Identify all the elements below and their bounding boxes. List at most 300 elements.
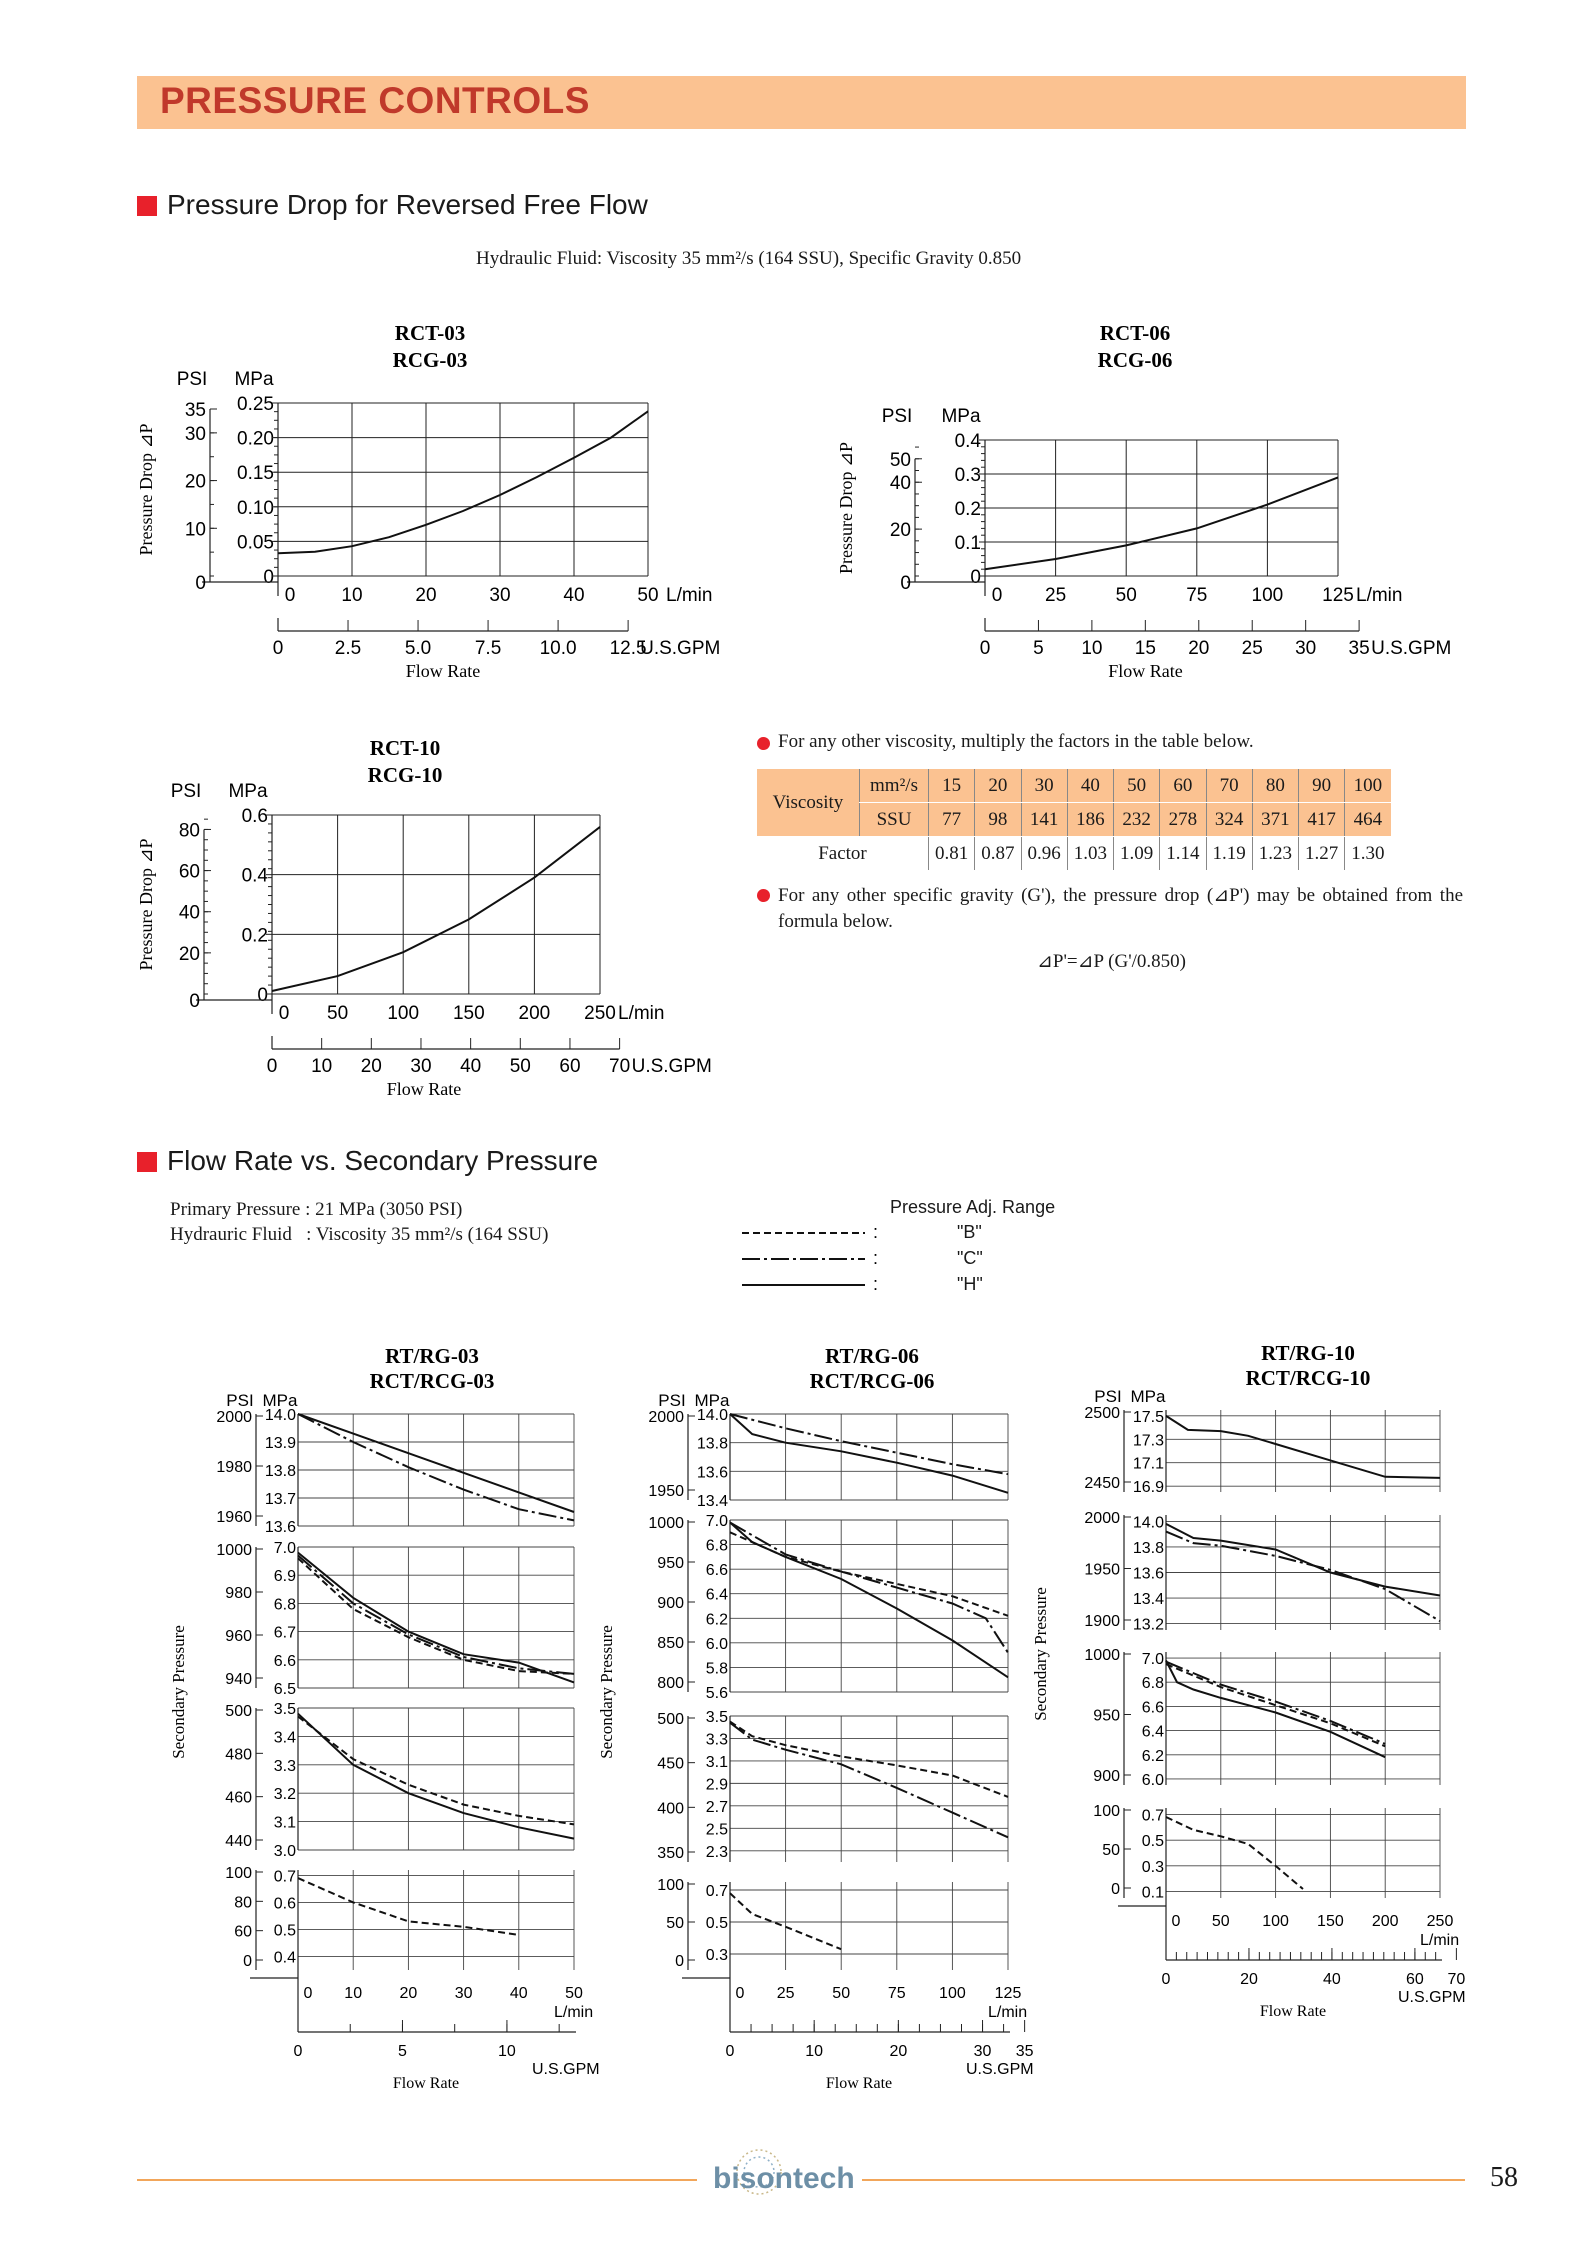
chart-title-line2: RCG-10 bbox=[367, 763, 443, 787]
gpm-tick-label: 2.5 bbox=[334, 638, 362, 659]
mpa-tick-label: 0.4 bbox=[273, 1949, 296, 1967]
factor-label: Factor bbox=[757, 837, 929, 871]
gpm-tick-label: 30 bbox=[1295, 638, 1317, 659]
data-line-h-solid bbox=[298, 1553, 574, 1683]
gpm-tick-label: 10 bbox=[311, 1056, 333, 1077]
psi-unit-label: PSI bbox=[658, 1391, 686, 1410]
lmin-tick-label: 50 bbox=[1115, 585, 1137, 606]
psi-tick-label: 80 bbox=[234, 1894, 252, 1912]
x-axis-title: Flow Rate bbox=[405, 661, 481, 681]
chart-title-line2: RCG-06 bbox=[1097, 348, 1173, 372]
mpa-tick-label: 13.8 bbox=[1132, 1539, 1164, 1557]
gpm-tick-label: 30 bbox=[973, 2043, 992, 2060]
psi-tick-label: 50 bbox=[666, 1915, 684, 1932]
psi-tick-label: 900 bbox=[657, 1595, 684, 1612]
psi-tick-label: 0 bbox=[195, 573, 206, 594]
psi-tick-label: 0 bbox=[1111, 1881, 1120, 1898]
chart-title-line2: RCG-03 bbox=[392, 348, 468, 372]
psi-tick-label: 900 bbox=[1093, 1768, 1120, 1785]
psi-tick-label: 940 bbox=[225, 1671, 252, 1688]
gpm-tick-label: 10 bbox=[498, 2043, 516, 2060]
viscosity-factor-table bbox=[757, 769, 1391, 871]
ssu-cell: 464 bbox=[1345, 803, 1391, 837]
gpm-tick-label: 5 bbox=[398, 2043, 407, 2060]
ssu-cell: 278 bbox=[1160, 803, 1206, 837]
mpa-tick-label: 13.8 bbox=[264, 1463, 296, 1480]
mpa-tick-label: 3.4 bbox=[273, 1729, 296, 1747]
mpa-tick-label: 0.5 bbox=[273, 1922, 296, 1940]
mpa-unit-label: MPa bbox=[694, 1391, 730, 1410]
mpa-tick-label: 0.3 bbox=[954, 465, 981, 486]
gpm-tick-label: 10 bbox=[805, 2043, 824, 2060]
lmin-tick-label: 250 bbox=[584, 1003, 616, 1024]
mm2s-cell: 80 bbox=[1252, 769, 1298, 803]
mpa-unit-label: MPa bbox=[941, 406, 981, 427]
mpa-tick-label: 6.5 bbox=[273, 1681, 296, 1698]
psi-tick-label: 40 bbox=[889, 473, 911, 495]
psi-tick-label: 950 bbox=[1093, 1707, 1120, 1725]
gpm-tick-label: 70 bbox=[609, 1056, 631, 1077]
mpa-tick-label: 0.7 bbox=[1141, 1807, 1164, 1825]
psi-tick-label: 460 bbox=[225, 1789, 252, 1807]
lmin-tick-label: 25 bbox=[776, 1985, 795, 2002]
lmin-tick-label: 200 bbox=[1371, 1913, 1399, 1930]
data-line-c-dashdot bbox=[298, 1414, 574, 1520]
gpm-tick-label: 10 bbox=[1081, 638, 1103, 659]
gpm-tick-label: 35 bbox=[1015, 2043, 1034, 2060]
data-line-h-solid bbox=[1166, 1524, 1440, 1596]
gpm-tick-label: 30 bbox=[410, 1056, 432, 1077]
mpa-tick-label: 13.6 bbox=[696, 1464, 728, 1482]
ssu-cell: 141 bbox=[1021, 803, 1067, 837]
factor-cell: 1.14 bbox=[1160, 837, 1206, 871]
specific-gravity-note: For any other specific gravity (G'), the pressure drop (⊿P') may be obtained from the formula below. bbox=[778, 885, 1463, 932]
mpa-tick-label: 0 bbox=[970, 567, 981, 588]
psi-tick-label: 440 bbox=[225, 1833, 252, 1850]
chart-title-line1: RCT-10 bbox=[369, 736, 441, 760]
psi-tick-label: 400 bbox=[657, 1800, 684, 1818]
mpa-tick-label: 2.7 bbox=[705, 1798, 728, 1816]
lmin-tick-label: 75 bbox=[887, 1985, 906, 2002]
fluid-note-2: Hydrauric Fluid : Viscosity 35 mm²/s (164 SSU) bbox=[170, 1224, 549, 1245]
gpm-tick-label: 0 bbox=[1161, 1971, 1171, 1988]
factor-cell: 0.96 bbox=[1021, 837, 1067, 871]
mpa-tick-label: 0.20 bbox=[237, 428, 274, 450]
x-axis-title: Flow Rate bbox=[386, 1079, 462, 1099]
x-axis-title: Flow Rate bbox=[825, 2075, 893, 2092]
legend-colon: : bbox=[873, 1274, 879, 1292]
gpm-tick-label: 60 bbox=[1406, 1971, 1424, 1988]
psi-tick-label: 1980 bbox=[216, 1459, 252, 1476]
psi-tick-label: 20 bbox=[178, 943, 200, 965]
mpa-tick-label: 0.25 bbox=[237, 394, 274, 415]
lmin-tick-label: 50 bbox=[565, 1985, 583, 2002]
psi-tick-label: 350 bbox=[657, 1845, 684, 1862]
mpa-tick-label: 0.1 bbox=[954, 533, 981, 554]
lmin-tick-label: 10 bbox=[341, 585, 363, 606]
mpa-tick-label: 14.0 bbox=[264, 1407, 296, 1424]
y-axis-title: Secondary Pressure bbox=[169, 1625, 188, 1759]
psi-tick-label: 80 bbox=[178, 820, 200, 842]
mpa-tick-label: 6.4 bbox=[705, 1586, 728, 1604]
lmin-unit-label: L/min bbox=[554, 2004, 594, 2021]
psi-unit-label: PSI bbox=[1094, 1387, 1122, 1406]
lmin-unit-label: L/min bbox=[1356, 585, 1403, 606]
legend-label-c: "C" bbox=[957, 1248, 983, 1268]
psi-unit-label: PSI bbox=[881, 406, 913, 427]
mm2s-cell: 40 bbox=[1067, 769, 1113, 803]
lmin-tick-label: 250 bbox=[1426, 1913, 1454, 1930]
mm2s-cell: 100 bbox=[1345, 769, 1391, 803]
gpm-tick-label: 12.5 bbox=[609, 638, 647, 659]
psi-unit-label: PSI bbox=[170, 781, 202, 802]
mpa-tick-label: 13.4 bbox=[1132, 1591, 1164, 1609]
legend-label-b: "B" bbox=[957, 1222, 982, 1242]
lmin-tick-label: 100 bbox=[1251, 585, 1284, 606]
mpa-tick-label: 3.2 bbox=[273, 1786, 296, 1804]
mpa-tick-label: 3.5 bbox=[705, 1709, 728, 1726]
chart-title-line1: RT/RG-10 bbox=[1261, 1341, 1355, 1365]
lmin-unit-label: L/min bbox=[618, 1003, 665, 1024]
lmin-unit-label: L/min bbox=[1420, 1932, 1460, 1949]
psi-tick-label: 50 bbox=[889, 449, 911, 471]
y-axis-title: Pressure Drop ⊿P bbox=[136, 838, 156, 971]
psi-tick-label: 980 bbox=[225, 1585, 252, 1602]
page-title: PRESSURE CONTROLS bbox=[160, 80, 590, 121]
psi-tick-label: 850 bbox=[657, 1635, 684, 1652]
data-line-b-dashed bbox=[730, 1722, 1008, 1797]
chart-rct10 bbox=[0, 700, 800, 1120]
section-title-pressure-drop: Pressure Drop for Reversed Free Flow bbox=[167, 189, 648, 220]
mpa-tick-label: 0.7 bbox=[273, 1868, 296, 1886]
lmin-tick-label: 30 bbox=[454, 1985, 473, 2002]
psi-tick-label: 2000 bbox=[1084, 1510, 1120, 1527]
ssu-cell: 371 bbox=[1252, 803, 1298, 837]
mpa-tick-label: 17.5 bbox=[1132, 1408, 1164, 1426]
viscosity-note: For any other viscosity, multiply the factors in the table below. bbox=[778, 731, 1254, 752]
gpm-tick-label: 15 bbox=[1134, 638, 1156, 659]
factor-cell: 1.09 bbox=[1114, 837, 1160, 871]
psi-tick-label: 2000 bbox=[216, 1409, 252, 1426]
psi-tick-label: 30 bbox=[184, 423, 206, 445]
fluid-note: Hydraulic Fluid: Viscosity 35 mm²/s (164 SSU), Specific Gravity 0.850 bbox=[476, 248, 1022, 269]
mpa-tick-label: 13.6 bbox=[1132, 1565, 1164, 1583]
psi-tick-label: 35 bbox=[184, 400, 206, 422]
y-axis-title: Pressure Drop ⊿P bbox=[136, 423, 156, 556]
mpa-tick-label: 6.4 bbox=[1141, 1723, 1164, 1741]
mpa-tick-label: 14.0 bbox=[1132, 1514, 1164, 1532]
gpm-tick-label: 35 bbox=[1348, 638, 1370, 659]
mpa-tick-label: 17.1 bbox=[1132, 1455, 1164, 1473]
psi-tick-label: 0 bbox=[243, 1953, 252, 1970]
gpm-tick-label: 0 bbox=[979, 638, 991, 659]
psi-tick-label: 20 bbox=[184, 471, 206, 493]
factor-cell: 1.23 bbox=[1252, 837, 1298, 871]
factor-cell: 0.87 bbox=[975, 837, 1021, 871]
mm2s-cell: 30 bbox=[1021, 769, 1067, 803]
data-line-h-solid bbox=[730, 1414, 1008, 1493]
lmin-unit-label: L/min bbox=[666, 585, 713, 606]
mpa-tick-label: 17.3 bbox=[1132, 1432, 1164, 1450]
mpa-tick-label: 7.0 bbox=[1141, 1651, 1164, 1669]
lmin-tick-label: 40 bbox=[563, 585, 585, 606]
factor-cell: 1.03 bbox=[1067, 837, 1113, 871]
gpm-tick-label: 5 bbox=[1033, 638, 1044, 659]
mpa-tick-label: 13.8 bbox=[696, 1435, 728, 1453]
chart-title-line2: RCT/RCG-10 bbox=[1245, 1366, 1371, 1390]
lmin-tick-label: 30 bbox=[489, 585, 511, 606]
lmin-tick-label: 0 bbox=[284, 585, 296, 606]
mpa-tick-label: 3.5 bbox=[273, 1701, 296, 1718]
data-line-b-dashed bbox=[1166, 1817, 1303, 1889]
psi-tick-label: 100 bbox=[1093, 1803, 1120, 1820]
chart-title-line1: RT/RG-03 bbox=[385, 1344, 479, 1368]
lmin-tick-label: 25 bbox=[1045, 585, 1067, 606]
mpa-tick-label: 3.1 bbox=[273, 1814, 296, 1832]
psi-tick-label: 60 bbox=[234, 1923, 252, 1941]
ssu-cell: 232 bbox=[1114, 803, 1160, 837]
ssu-label: SSU bbox=[860, 803, 929, 837]
psi-unit-label: PSI bbox=[176, 369, 208, 390]
psi-tick-label: 960 bbox=[225, 1628, 252, 1645]
mpa-tick-label: 6.9 bbox=[273, 1568, 296, 1586]
gpm-tick-label: 10.0 bbox=[539, 638, 577, 659]
gpm-tick-label: 25 bbox=[1241, 638, 1263, 659]
factor-cell: 1.19 bbox=[1206, 837, 1252, 871]
mpa-tick-label: 6.6 bbox=[273, 1652, 296, 1670]
mpa-tick-label: 0 bbox=[263, 567, 274, 588]
gpm-unit-label: U.S.GPM bbox=[631, 1056, 712, 1077]
data-line-c-dashdot bbox=[730, 1523, 1008, 1653]
y-axis-title: Pressure Drop ⊿P bbox=[836, 441, 856, 575]
mpa-tick-label: 0.2 bbox=[954, 499, 981, 520]
lmin-tick-label: 125 bbox=[1322, 585, 1354, 606]
psi-tick-label: 800 bbox=[657, 1675, 684, 1692]
psi-tick-label: 100 bbox=[225, 1865, 252, 1882]
chart-title-line1: RT/RG-06 bbox=[825, 1344, 919, 1368]
ssu-cell: 186 bbox=[1067, 803, 1113, 837]
mpa-unit-label: MPa bbox=[262, 1391, 298, 1410]
mm2s-cell: 70 bbox=[1206, 769, 1252, 803]
mpa-tick-label: 0.6 bbox=[273, 1895, 296, 1913]
lmin-tick-label: 20 bbox=[415, 585, 437, 606]
lmin-tick-label: 50 bbox=[637, 585, 659, 606]
page-number: 58 bbox=[1490, 2162, 1518, 2193]
factor-cell: 1.27 bbox=[1299, 837, 1345, 871]
mpa-tick-label: 0.2 bbox=[241, 925, 268, 947]
mpa-tick-label: 6.0 bbox=[1141, 1771, 1164, 1789]
mpa-tick-label: 0.5 bbox=[1141, 1833, 1164, 1851]
mpa-tick-label: 2.3 bbox=[705, 1843, 728, 1861]
data-line-b-dashed bbox=[298, 1717, 574, 1825]
mm2s-cell: 90 bbox=[1299, 769, 1345, 803]
mm2s-cell: 15 bbox=[929, 769, 975, 803]
primary-pressure-note: Primary Pressure : 21 MPa (3050 PSI) bbox=[170, 1199, 463, 1220]
lmin-tick-label: 50 bbox=[832, 1985, 851, 2002]
psi-tick-label: 1000 bbox=[216, 1542, 252, 1559]
data-line-c-dashdot bbox=[730, 1414, 1008, 1474]
mpa-tick-label: 6.2 bbox=[1141, 1747, 1164, 1765]
gpm-tick-label: 40 bbox=[460, 1056, 482, 1077]
logo-text: bisontech bbox=[713, 2162, 855, 2195]
psi-tick-label: 0 bbox=[900, 573, 911, 594]
lmin-tick-label: 125 bbox=[994, 1985, 1022, 2002]
mpa-tick-label: 3.3 bbox=[273, 1757, 296, 1775]
legend-colon: : bbox=[873, 1248, 879, 1268]
lmin-tick-label: 75 bbox=[1186, 585, 1208, 606]
psi-tick-label: 500 bbox=[225, 1703, 252, 1720]
data-line-pressure-drop bbox=[272, 827, 600, 991]
lmin-tick-label: 0 bbox=[303, 1985, 313, 2002]
mpa-tick-label: 6.7 bbox=[273, 1624, 296, 1642]
psi-tick-label: 100 bbox=[657, 1877, 684, 1894]
lmin-tick-label: 40 bbox=[509, 1985, 528, 2002]
psi-tick-label: 950 bbox=[657, 1555, 684, 1572]
psi-tick-label: 0 bbox=[189, 991, 200, 1012]
mpa-tick-label: 13.9 bbox=[264, 1435, 296, 1452]
factor-cell: 1.30 bbox=[1345, 837, 1391, 871]
mpa-unit-label: MPa bbox=[234, 369, 274, 390]
mpa-tick-label: 5.6 bbox=[705, 1685, 728, 1702]
mpa-tick-label: 14.0 bbox=[696, 1407, 728, 1424]
gpm-tick-label: 0 bbox=[293, 2043, 303, 2060]
gpm-tick-label: 0 bbox=[272, 638, 284, 659]
mpa-tick-label: 0.1 bbox=[1141, 1884, 1164, 1902]
lmin-tick-label: 0 bbox=[278, 1003, 290, 1024]
mpa-tick-label: 6.8 bbox=[1141, 1675, 1164, 1693]
mpa-tick-label: 13.4 bbox=[696, 1493, 728, 1510]
mpa-tick-label: 0.7 bbox=[705, 1883, 728, 1900]
gpm-tick-label: 0 bbox=[725, 2043, 735, 2060]
ssu-cell: 98 bbox=[975, 803, 1021, 837]
lmin-tick-label: 0 bbox=[1171, 1913, 1181, 1930]
mpa-tick-label: 0.10 bbox=[237, 497, 274, 519]
lmin-tick-label: 50 bbox=[327, 1003, 349, 1024]
gpm-tick-label: 50 bbox=[509, 1056, 531, 1077]
mpa-tick-label: 2.5 bbox=[705, 1821, 728, 1839]
mpa-tick-label: 6.2 bbox=[705, 1611, 728, 1629]
y-axis-title: Secondary Pressure bbox=[597, 1625, 616, 1759]
gpm-tick-label: 20 bbox=[1188, 638, 1210, 659]
mpa-unit-label: MPa bbox=[1130, 1387, 1166, 1406]
mpa-tick-label: 6.6 bbox=[1141, 1699, 1164, 1717]
mpa-tick-label: 6.0 bbox=[705, 1635, 728, 1653]
gpm-unit-label: U.S.GPM bbox=[640, 638, 721, 659]
chart-title-line2: RCT/RCG-03 bbox=[369, 1369, 495, 1393]
psi-tick-label: 480 bbox=[225, 1746, 252, 1764]
psi-tick-label: 60 bbox=[178, 861, 200, 883]
psi-tick-label: 40 bbox=[178, 902, 200, 924]
chart-title-line2: RCT/RCG-06 bbox=[809, 1369, 935, 1393]
lmin-tick-label: 100 bbox=[1262, 1913, 1289, 1930]
gpm-unit-label: U.S.GPM bbox=[966, 2061, 1034, 2078]
psi-tick-label: 450 bbox=[657, 1755, 684, 1773]
mm2s-cell: 60 bbox=[1160, 769, 1206, 803]
mpa-tick-label: 0.4 bbox=[241, 865, 268, 887]
data-line-h-solid bbox=[298, 1714, 574, 1839]
mpa-tick-label: 3.0 bbox=[273, 1843, 296, 1860]
factor-cell: 0.81 bbox=[929, 837, 975, 871]
psi-tick-label: 10 bbox=[184, 519, 206, 541]
lmin-tick-label: 200 bbox=[518, 1003, 551, 1024]
gpm-tick-label: 7.5 bbox=[474, 638, 502, 659]
lmin-tick-label: 0 bbox=[991, 585, 1003, 606]
lmin-tick-label: 100 bbox=[387, 1003, 420, 1024]
mpa-tick-label: 13.6 bbox=[264, 1519, 296, 1536]
gpm-unit-label: U.S.GPM bbox=[1371, 638, 1452, 659]
note-bullet-icon bbox=[757, 889, 770, 902]
bisontech-logo bbox=[695, 2138, 865, 2218]
psi-tick-label: 0 bbox=[675, 1953, 684, 1970]
mpa-tick-label: 13.2 bbox=[1132, 1616, 1164, 1634]
psi-tick-label: 50 bbox=[1102, 1842, 1120, 1859]
psi-unit-label: PSI bbox=[226, 1391, 254, 1410]
footer-line-left bbox=[137, 2179, 697, 2181]
lmin-tick-label: 150 bbox=[452, 1003, 485, 1024]
chart-title-line1: RCT-06 bbox=[1099, 321, 1171, 345]
data-line-c-dashdot bbox=[1166, 1532, 1440, 1622]
note-bullet-icon bbox=[757, 737, 770, 750]
gpm-tick-label: 20 bbox=[360, 1056, 382, 1077]
mpa-tick-label: 0.5 bbox=[705, 1915, 728, 1932]
mpa-tick-label: 13.7 bbox=[264, 1491, 296, 1508]
mpa-tick-label: 0.4 bbox=[954, 431, 981, 452]
lmin-tick-label: 150 bbox=[1317, 1913, 1344, 1930]
chart-rct06 bbox=[800, 0, 1587, 700]
gpm-tick-label: 70 bbox=[1447, 1971, 1466, 1988]
gpm-tick-label: 60 bbox=[559, 1056, 581, 1077]
psi-tick-label: 1000 bbox=[648, 1515, 684, 1532]
mpa-tick-label: 0 bbox=[257, 985, 268, 1006]
mpa-tick-label: 6.6 bbox=[705, 1562, 728, 1580]
gpm-unit-label: U.S.GPM bbox=[1398, 1989, 1466, 2006]
x-axis-title: Flow Rate bbox=[1108, 661, 1183, 681]
psi-tick-label: 2000 bbox=[648, 1409, 684, 1426]
chart-rt03 bbox=[0, 1330, 620, 2110]
x-axis-title: Flow Rate bbox=[392, 2075, 460, 2092]
psi-tick-label: 20 bbox=[889, 520, 911, 542]
gpm-tick-label: 20 bbox=[1240, 1971, 1258, 1988]
mpa-tick-label: 0.3 bbox=[705, 1947, 728, 1964]
formula: ⊿P'=⊿P (G'/0.850) bbox=[1037, 951, 1186, 972]
viscosity-row-label: Viscosity bbox=[757, 769, 860, 837]
data-line-h-solid bbox=[730, 1523, 1008, 1678]
ssu-cell: 324 bbox=[1206, 803, 1252, 837]
data-line-c-dashdot bbox=[298, 1556, 574, 1674]
mpa-tick-label: 7.0 bbox=[705, 1513, 728, 1530]
mpa-unit-label: MPa bbox=[228, 781, 268, 802]
legend-colon: : bbox=[873, 1222, 879, 1242]
chart-rct03 bbox=[0, 0, 800, 700]
data-line-h-solid bbox=[298, 1414, 574, 1512]
section-bullet-icon bbox=[137, 1152, 157, 1172]
mpa-tick-label: 2.9 bbox=[705, 1776, 728, 1794]
ssu-cell: 417 bbox=[1299, 803, 1345, 837]
lmin-tick-label: 20 bbox=[399, 1985, 418, 2002]
data-line-h-solid bbox=[1166, 1416, 1440, 1478]
mpa-tick-label: 16.9 bbox=[1132, 1479, 1164, 1497]
legend-label-h: "H" bbox=[957, 1274, 983, 1294]
legend-title: Pressure Adj. Range bbox=[890, 1197, 1056, 1217]
lmin-tick-label: 10 bbox=[344, 1985, 363, 2002]
lmin-tick-label: 50 bbox=[1211, 1913, 1230, 1930]
y-axis-title: Secondary Pressure bbox=[1031, 1587, 1050, 1721]
chart-title-line1: RCT-03 bbox=[394, 321, 466, 345]
gpm-tick-label: 0 bbox=[266, 1056, 278, 1077]
lmin-unit-label: L/min bbox=[988, 2004, 1028, 2021]
gpm-tick-label: 40 bbox=[1323, 1971, 1341, 1988]
mpa-tick-label: 0.3 bbox=[1141, 1858, 1164, 1876]
